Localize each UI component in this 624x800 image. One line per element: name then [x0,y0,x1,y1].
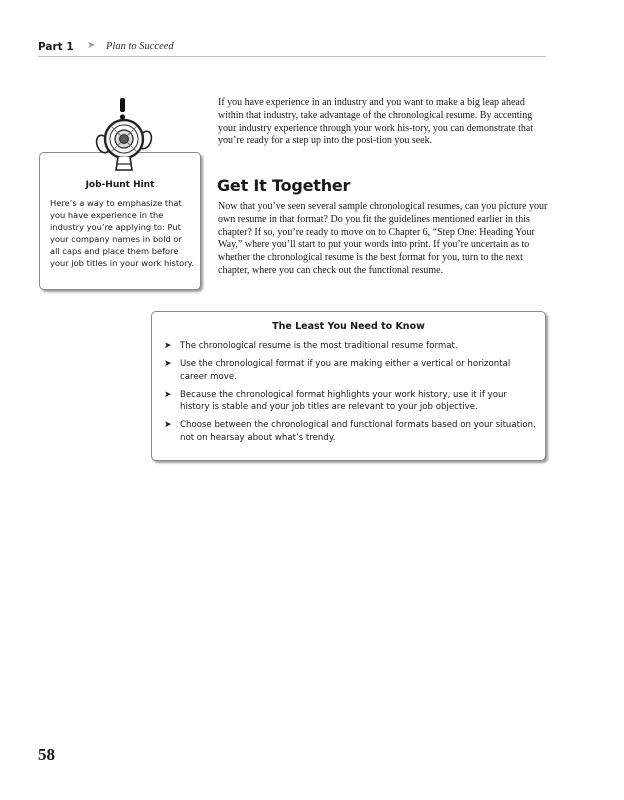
part-label: Part 1 [38,41,74,53]
arrow-bullet-icon: ➤ [164,359,172,370]
hint-body: Here’s a way to emphasize that you have experience in the industry you’re applying to: Put your company names in bold or all caps and place them before your job titles in your work history. [50,198,194,269]
arrow-bullet-icon: ➤ [164,341,172,351]
summary-title: The Least You Need to Know [272,321,425,332]
arrow-bullet-icon: ➤ [164,389,172,400]
list-item: ➤ Because the chronological format highlights your work history, use it if your history is stable and your job titles are relevant to your job objective. [164,389,507,413]
section-title: Plan to Succeed [106,41,174,52]
arrow-bullet-icon: ➤ [164,420,172,431]
intro-paragraph: If you have experience in an industry and you want to make a big leap ahead within that industry, take advantage of the chronological resume. By accenting your industry experience through your work his-tory, you can demonstrate that you’re ready for a step up into the posi-tion you seek. [218,97,534,147]
list-item: ➤ Use the chronological format if you are making either a vertical or horizontal career move. [164,359,511,382]
list-item: ➤ The chronological resume is the most traditional resume format. [164,341,458,351]
summary-list [164,340,536,450]
body-paragraph: Now that you’ve seen several sample chronological resumes, can you picture your own resume in that format? Do you fit the guidelines mentioned earlier in this chapter? If so, you’re ready to move on to Chapter 6, “Step One: Heading Your Way,” where you’ll start to put your words into print. If you’re uncertain as to whether the chronological resume is the best format for you, turn to the next chapter, where you can check out the functional resume. [218,201,548,276]
running-header [38,38,546,57]
least-you-need-to-know-box [151,311,546,461]
header-arrow-icon: ➤ [87,40,96,51]
page-number: 58 [38,745,55,764]
hint-title: Job-Hunt Hint [85,180,155,190]
magnifying-glass-exclamation-icon [87,96,163,176]
list-item: ➤ Choose between the chronological and functional formats based on your situation, not on hearsay about what’s trendy. [164,420,536,443]
section-heading: Get It Together [217,176,351,195]
